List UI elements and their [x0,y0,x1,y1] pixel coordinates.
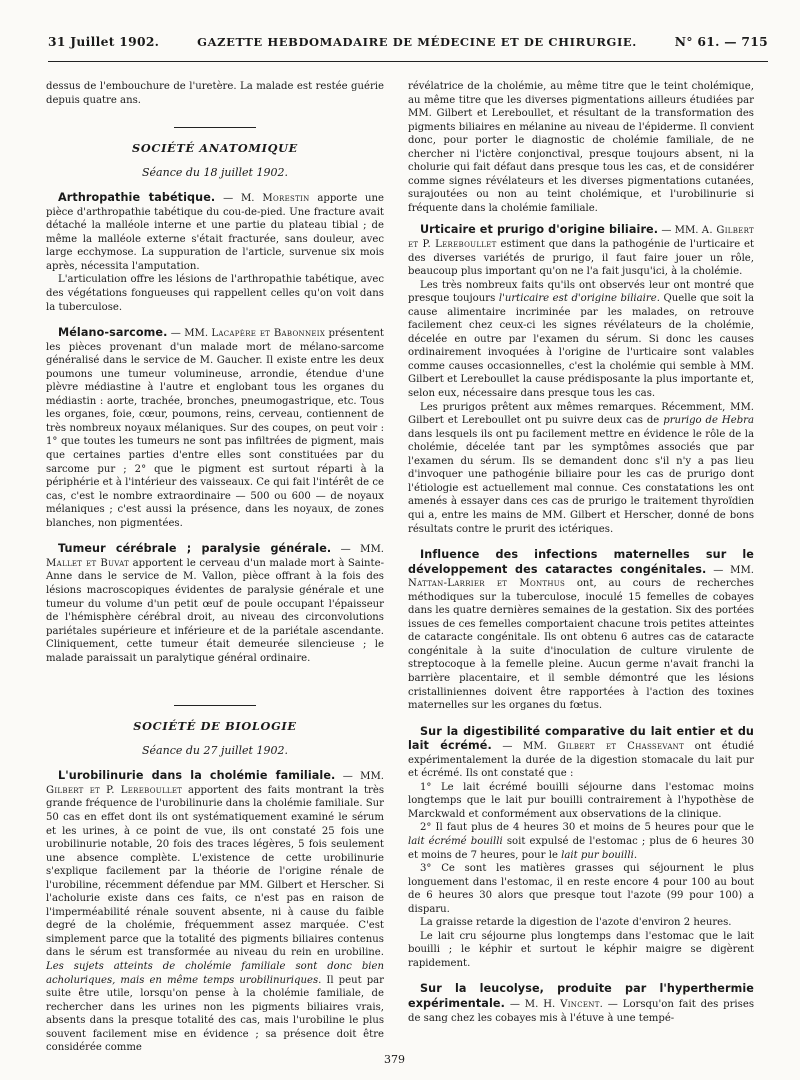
author-names: Vincent [560,999,600,1010]
page-folio: 379 [384,1053,405,1066]
article-heading: Influence des infections maternelles sur le développement des cataractes congénitales. [408,548,754,576]
article-heading: Tumeur cérébrale ; paralysie générale. [58,542,332,556]
article-arthropathie: Arthropathie tabétique. — M. Morestin apporte une pièce d'arthropathie tabétique du cou-de-pied. Une fracture avait détaché la malléole interne et une partie du plateau tibial ; de même la malléole externe s'était fracturée, sans douleur, avec large ecchymose. La suppuration de l'article, survenue six mois après, nécessita l'amputation. [46,191,385,272]
paragraph: La graisse retarde la digestion de l'azote d'environ 2 heures. [420,917,732,929]
author-names: A. Gilbert et P. Lereboullet [408,225,754,251]
paragraph: Les prurigos prêtent aux mêmes remarques. Récemment, MM. Gilbert et Lereboullet ont pu suivre deux cas de prurigo de Hebra dans lesquels ils ont pu facilement mettre en évidence le rôle de la cholémie, décelée tant par les symptômes associés que par l'examen du sérum. Ils se demandent donc s'il n'y a pas lieu d'invoquer une pathogénie biliaire pour les cas de prurigo dont l'étiologie est actuellement mal connue. Ces constatations les ont amenés à essayer dans ces cas de prurigo le traitement thyroïdien qui a, entre les mains de MM. Gilbert et Herscher, donné de bons résultats contre le prurit des ictériques. [408,401,755,535]
intro-paragraph: dessus de l'embouchure de l'uretère. La malade est restée guérie depuis quatre ans. [46,81,384,106]
section-title-biologie: SOCIÉTÉ DE BIOLOGIE [133,719,297,734]
article-heading: Sur la leucolyse, produite par l'hyperthermie expérimentale. [408,982,754,1010]
header-date: 31 Juillet 1902. [48,34,160,49]
article-leucolyse: Sur la leucolyse, produite par l'hyperthermie expérimentale. — M. H. Vincent. — Lorsqu'on fait des prises de sang chez les cobayes mis à l'étuve à une tempé- [408,982,754,1024]
seance-date-biologie: Séance du 27 juillet 1902. [142,743,288,757]
list-item: 3° Ce sont les matières grasses qui séjournent le plus longuement dans l'estomac, il en reste encore 4 pour 100 au bout de 6 heures 30 alors que presque tout l'azote (99 pour 100) a disparu. [408,863,754,915]
article-cataractes: Influence des infections maternelles sur le développement des cataractes congénitales. — MM. Nattan-Larrier et Monthus ont, au cours de recherches méthodiques sur la tuberculose, inoculé 15 femelles de cobayes dans les quatre dernières semaines de la gestation. Six des portées issues de ces femelles comportaient chacune trois petites atteintes de cataracte congénitale. Ils ont obtenu 6 autres cas de cataracte congénitale à la suite d'inoculation de culture virulente de streptocoque à la femelle pleine. Aucun germe n'avait franchi la barrière placentaire, et il semble démontré que les lésions cristalliniennes doivent être rapportées à l'action des toxines maternelles sur les organes du fœtus. [408,548,755,712]
author-names: Mallet et Buvat [46,557,130,569]
running-header [48,34,768,62]
article-urticaire: Urticaire et prurigo d'origine biliaire. — MM. A. Gilbert et P. Lereboullet estiment que dans la pathogénie de l'urticaire et des diverses variétés de prurigo, il faut faire jouer un rôle, beaucoup plus important qu'on ne l'a fait jusqu'ici, à la cholémie. [408,223,755,278]
author-names: Gilbert et P. Lereboullet [46,784,183,796]
paragraph: Le lait cru séjourne plus longtemps dans l'estomac que le lait bouilli ; le képhir et surtout le képhir maigre se digèrent rapidement. [408,930,754,969]
article-heading: L'urobilinurie dans la cholémie familiale. [58,769,336,783]
left-column [46,80,384,1055]
article-heading: Arthropathie tabétique. [58,191,216,205]
article-heading: Mélano-sarcome. [58,326,168,340]
article-melano-sarcome: Mélano-sarcome. — MM. Lacapère et Babonneix présentent les pièces provenant d'un malade mort de mélano-sarcome généralisé dans le service de M. Gaucher. Il existe entre les deux poumons une tumeur volumineuse, arrondie, étendue d'une plèvre médiastine à l'autre et englobant tous les organes du médiastin : aorte, trachée, bronches, pneumogastrique, etc. Tous les organes, foie, cœur, poumons, reins, cerveau, contiennent de très nombreux noyaux mélaniques. Sur des coupes, on peut voir : 1° que toutes les tumeurs ne sont pas infiltrées de pigment, mais que certaines parties d'entre elles sont constituées par du sarcome pur ; 2° que le pigment est surtout réparti à la périphérie et à l'intérieur des vaisseaux. Ce qui fait l'intérêt de ce cas, c'est le nombre extraordinaire — 500 ou 600 — de noyaux mélaniques ; c'est aussi la présence, dans les noyaux, de zones blanches, non pigmentées. [46,326,384,529]
continued-paragraph: révélatrice de la cholémie, au même titre que le teint cholémique, au même titre que les diverses pigmentations ailleurs étudiées par MM. Gilbert et Lereboullet, et résultant de la transformation des pigments biliaires en mélanine au niveau de l'épiderme. Il convient donc, pour porter le diagnostic de cholémie familiale, de ne chercher ni l'ictère conjonctival, presque toujours absent, ni la cholurie qui fait défaut dans presque tous les cas, et de considérer comme signes révélateurs et les diverses pigmentations cutanées, surajoutées ou non au teint cholémique, et l'urobilinurie si fréquente dans la cholémie familiale. [408,81,754,214]
list-item: 1° Le lait écrémé bouilli séjourne dans l'estomac moins longtemps que le lait pur bouilli contrairement à l'hypothèse de Marckwald et conformément aux observations de la clinique. [408,781,754,820]
article-heading: Urticaire et prurigo d'origine biliaire. [420,223,659,237]
paragraph: Les très nombreux faits qu'ils ont observés leur ont montré que presque toujours l'urticaire est d'origine biliaire. Quelle que soit la cause alimentaire incriminée par les malades, on retrouve facilement chez ceux-ci les signes révélateurs de la cholémie, décelée en outre par l'examen du sérum. Si donc les causes ordinairement invoquées à l'origine de l'urticaire sont valables comme causes occasionnelles, c'est la cholémie qui semble à MM. Gilbert et Lereboullet la cause prédisposante la plus importante et, selon eux, nécessaire dans presque tous les cas. [408,279,755,400]
issue-page-number: N° 61. — 715 [674,34,768,49]
list-item: 2° Il faut plus de 4 heures 30 et moins de 5 heures pour que le lait écrémé bouilli soit expulsé de l'estomac ; plus de 6 heures 30 et moins de 7 heures, pour le lait pur bouilli. [408,822,754,861]
article-digestibilite-lait: Sur la digestibilité comparative du lait entier et du lait écrémé. — MM. Gilbert et Chassevant ont étudié expérimentalement la durée de la digestion stomacale du lait pur et écrémé. Ils ont constaté que : [408,724,755,780]
author-names: Morestin [262,193,310,205]
author-names: Gilbert et Chassevant [557,741,685,753]
section-divider [174,705,256,706]
seance-date-anatomique: Séance du 18 juillet 1902. [142,165,288,179]
section-divider [174,127,256,128]
journal-title: GAZETTE HEBDOMADAIRE DE MÉDECINE ET DE CHIRURGIE. [197,35,637,49]
author-names: Lacapère et Babonneix [211,328,326,340]
article-tumeur-cerebrale: Tumeur cérébrale ; paralysie générale. — MM. Mallet et Buvat apportent le cerveau d'un malade mort à Sainte-Anne dans le service de M. Vallon, pièce offrant à la fois des lésions macroscopiques évidentes de paralysie générale et une tumeur du volume d'un petit œuf de poule occupant l'épaisseur de l'hémisphère cérébral droit, au niveau des circonvolutions pariétales supérieure et inférieure et de la pariétale ascendante. Cliniquement, cette tumeur était demeurée silencieuse ; le malade paraissait un paralytique général ordinaire. [46,542,384,664]
article-heading: Sur la digestibilité comparative du lait entier et du lait écrémé. [408,724,754,753]
section-title-anatomique: SOCIÉTÉ ANATOMIQUE [131,141,298,156]
author-names: Nattan-Larrier et Monthus [408,578,566,590]
paragraph: L'articulation offre les lésions de l'arthropathie tabétique, avec des végétations fongueuses qui rappellent celles qu'on voit dans la tuberculose. [46,274,384,313]
article-urobilinurie: L'urobilinurie dans la cholémie familiale. — MM. Gilbert et P. Lereboullet apportent des faits montrant la très grande fréquence de l'urobilinurie dans la cholémie familiale. Sur 50 cas en effet dont ils ont systématiquement examiné le sérum et les urines, à ce point de vue, ils ont constaté 25 fois une urobilinurie notable, 20 fois des traces légères, 5 fois seulement une absence complète. L'existence de cette urobilinurie s'explique facilement par la théorie de l'origine rénale de l'urobiline, récemment défendue par MM. Gilbert et Herscher. Si l'acholurie existe dans ces faits, ce n'est pas en raison de l'imperméabilité rénale souvent absente, ni à cause du faible degré de la cholémie, fréquemment assez marquée. C'est simplement parce que la totalité des pigments biliaires contenus dans le sérum est transformée au niveau du rein en urobiline. Les sujets atteints de cholémie familiale sont donc bien acholuriques, mais en même temps urobilinuriques. Il peut par suite être utile, lorsqu'on pense à la cholémie familiale, de rechercher dans les urines non les pigments biliaires vrais, absents dans la presque totalité des cas, mais l'urobiline le plus souvent facilement mise en évidence ; sa présence doit être considérée comme [46,769,385,1054]
right-column [408,80,754,1025]
